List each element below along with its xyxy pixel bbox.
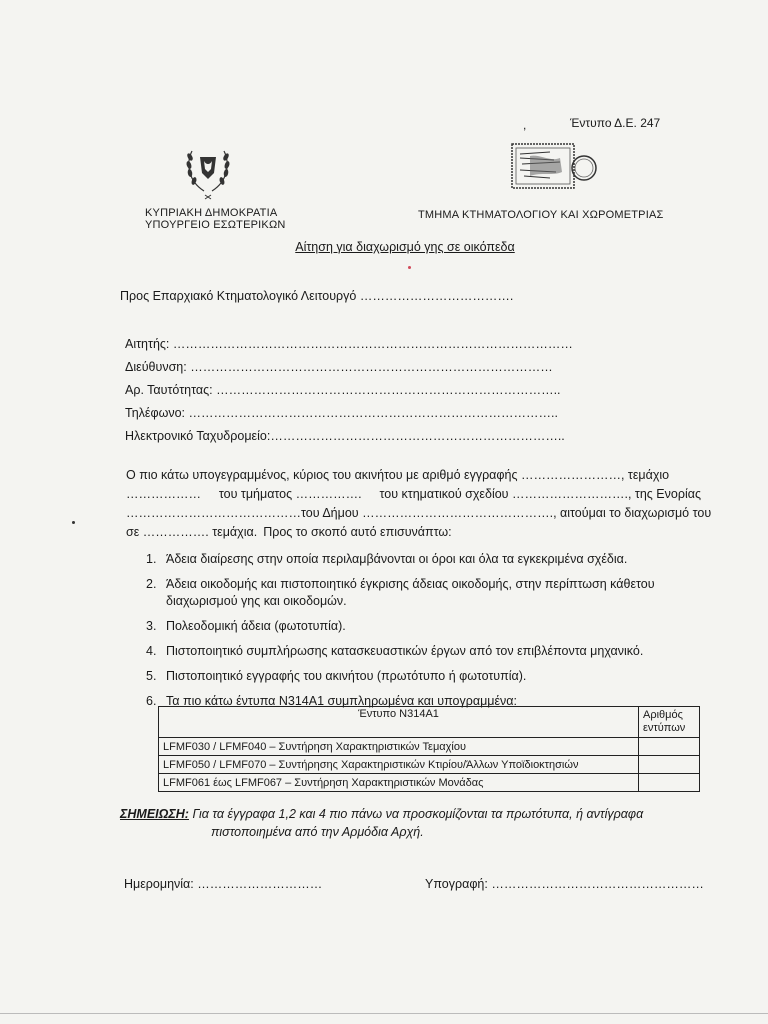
field-dots: …………………………………………………………………………….. (188, 406, 558, 420)
email-field[interactable] (125, 428, 573, 451)
department-name: ΤΜΗΜΑ ΚΤΗΜΑΤΟΛΟΓΙΟΥ ΚΑΙ ΧΩΡΟΜΕΤΡΙΑΣ (418, 209, 664, 221)
revenue-stamp-icon (510, 142, 600, 192)
list-text: Πιστοποιητικό εγγραφής του ακινήτου (πρωτότυπο ή φωτοτυπία). (166, 669, 527, 683)
margin-mark (72, 521, 75, 524)
paragraph-text: Προς το σκοπό αυτό επισυνάπτω: (263, 525, 452, 539)
org-left-line1: ΚΥΠΡΙΑΚΗ ΔΗΜΟΚΡΑΤΙΑ (145, 207, 278, 219)
phone-field[interactable] (125, 405, 573, 428)
paragraph-text: του Δήμου ………………………………………., αιτούμαι το διαχωρισμό του (301, 506, 712, 520)
form-code: Έντυπο Δ.Ε. 247 (570, 116, 661, 130)
paragraph-text: του τμήματος ……………. (218, 487, 362, 501)
note-line1 (120, 807, 643, 821)
field-dots: …………………………………………………………………………… (190, 360, 553, 374)
address-field[interactable] (125, 359, 573, 382)
table-header-form: Έντυπο N314A1 (159, 707, 639, 738)
form-count-cell[interactable] (639, 774, 700, 792)
paragraph-line (126, 523, 701, 542)
list-item (146, 618, 706, 635)
declaration-paragraph (126, 466, 712, 542)
field-label: Τηλέφωνο: (125, 406, 189, 420)
field-label: Διεύθυνση: (125, 360, 191, 374)
list-item (146, 576, 706, 610)
list-number: 4. (146, 644, 157, 658)
ink-mark (408, 266, 411, 269)
list-text: Τα πιο κάτω έντυπα N314A1 συμπληρωμένα και υπογραμμένα: (166, 694, 517, 708)
form-name-cell: LFMF061 έως LFMF067 – Συντήρηση Χαρακτηριστικών Μονάδας (159, 774, 639, 792)
note-text: Για τα έγγραφα 1,2 και 4 πιο πάνω να προσκομίζονται τα πρωτότυπα, ή αντίγραφα (192, 807, 644, 821)
list-number: 2. (146, 577, 157, 591)
table-header-count (639, 707, 700, 738)
table-row (159, 756, 700, 774)
list-text: Πολεοδομική άδεια (φωτοτυπία). (166, 619, 346, 633)
header-count-line1: Αριθμός (643, 709, 683, 721)
addressee-line: Προς Επαρχιακό Κτηματολογικό Λειτουργό ………………………………. (120, 289, 514, 303)
note-label: ΣΗΜΕΙΩΣΗ: (120, 807, 189, 821)
paragraph-text: του κτηματικού σχεδίου ………………………., της Ενορίας (379, 487, 701, 501)
list-number: 3. (146, 619, 157, 633)
paragraph-line (126, 504, 712, 523)
list-text: Άδεια διαίρεσης στην οποία περιλαμβάνονται οι όροι και όλα τα εγκεκριμένα σχέδια. (166, 552, 628, 566)
field-dots: …………………………………………………………….. (270, 429, 565, 443)
field-label: Ηλεκτρονικό Ταχυδρομείο: (125, 429, 271, 443)
list-number: 1. (146, 552, 157, 566)
field-label: Αιτητής: (125, 337, 173, 351)
form-name-cell: LFMF030 / LFMF040 – Συντήρηση Χαρακτηριστικών Τεμαχίου (159, 738, 639, 756)
paragraph-text: …………………………………… (126, 506, 301, 520)
list-number: 6. (146, 694, 157, 708)
list-item (146, 643, 706, 660)
date-label: Ημερομηνία: (124, 877, 198, 891)
note-block (120, 807, 643, 839)
form-count-cell[interactable] (639, 756, 700, 774)
date-dots: ………………………… (197, 877, 323, 891)
paragraph-line (126, 485, 701, 504)
date-field[interactable] (124, 877, 322, 891)
issuing-authority (145, 207, 286, 231)
document-title: Αίτηση για διαχωρισμό γης σε οικόπεδα (295, 240, 515, 254)
paragraph-text: Ο πιο κάτω υπογεγραμμένος, κύριος του ακινήτου με αριθμό εγγραφής ……………………, τεμάχιο (126, 468, 670, 482)
note-line2: πιστοποιημένα από την Αρμόδια Αρχή. (211, 825, 424, 839)
table-row (159, 774, 700, 792)
signature-field[interactable] (425, 877, 704, 891)
table-header-row (159, 707, 700, 738)
list-text: Πιστοποιητικό συμπλήρωσης κατασκευαστικών έργων από τον επιβλέποντα μηχανικό. (166, 644, 644, 658)
applicant-field[interactable] (125, 336, 573, 359)
page-edge (0, 1013, 768, 1014)
coat-of-arms-icon (178, 143, 238, 203)
field-dots: ……………………………………………………………………….. (216, 383, 561, 397)
forms-table (158, 706, 700, 792)
form-name-cell: LFMF050 / LFMF070 – Συντήρησης Χαρακτηριστικών Κτιρίου/Άλλων Υποϊδιοκτησιών (159, 756, 639, 774)
list-number: 5. (146, 669, 157, 683)
signature-label: Υπογραφή: (425, 877, 492, 891)
attachments-list (146, 551, 706, 718)
list-item (146, 551, 706, 568)
list-text: Άδεια οικοδομής και πιστοποιητικό έγκρισης άδειας οικοδομής, στην περίπτωση κάθετου διαχωρισμού γης και οικοδομών. (166, 577, 655, 608)
paragraph-text: σε ……………. τεμάχια. (126, 525, 258, 539)
list-item (146, 668, 706, 685)
table-row (159, 738, 700, 756)
field-dots: …………………………………………………………………………………… (172, 337, 573, 351)
signature-dots: …………………………………………… (491, 877, 704, 891)
paragraph-text: ……………… (126, 487, 201, 501)
field-label: Αρ. Ταυτότητας: (125, 383, 217, 397)
header-count-line2: εντύπων (643, 722, 686, 734)
paragraph-line (126, 466, 701, 485)
applicant-fields (125, 336, 573, 451)
form-count-cell[interactable] (639, 738, 700, 756)
tick-mark: , (523, 118, 527, 132)
org-left-line2: ΥΠΟΥΡΓΕΙΟ ΕΣΩΤΕΡΙΚΩΝ (145, 219, 286, 231)
id-number-field[interactable] (125, 382, 573, 405)
